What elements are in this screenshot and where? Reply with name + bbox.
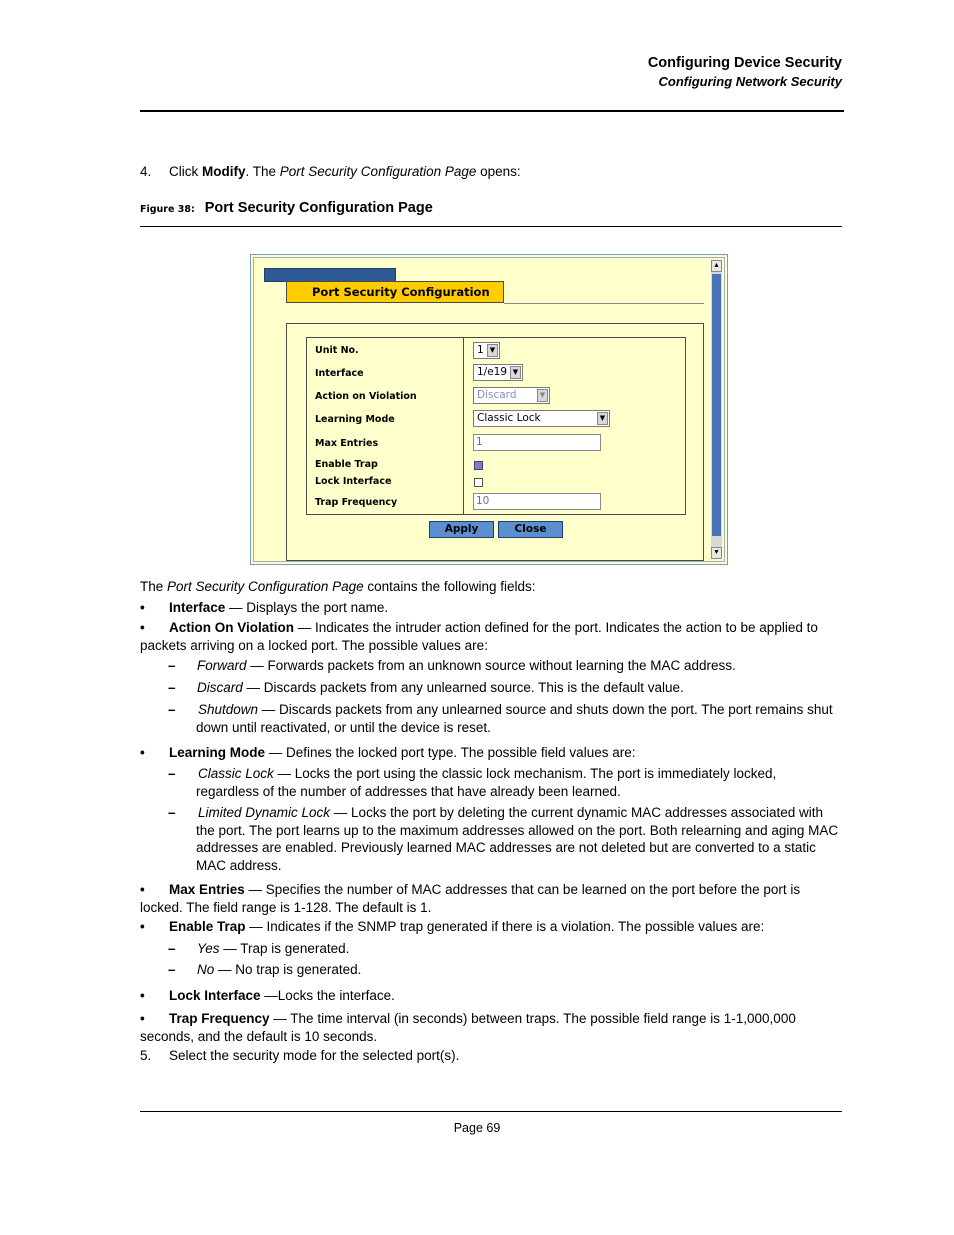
dash-icon: – (168, 766, 176, 781)
value-forward (168, 657, 842, 675)
trap-frequency-label: Trap Frequency (315, 497, 398, 508)
close-button[interactable]: Close (498, 521, 563, 538)
dash-icon: – (168, 962, 176, 977)
value-description: — Locks the port by deleting the current dynamic MAC addresses associated with the port. The port learns up to the maximum addresses allowed on the port. Both relearning and aging MAC addresses are enabled. Previously learned MAC addresses are not deleted but are converted to a static MAC address. (196, 805, 839, 873)
lock-interface-checkbox[interactable] (474, 478, 483, 487)
figure-label: Figure 38: (140, 204, 195, 215)
screenshot-frame (253, 257, 725, 562)
figure-rule (140, 226, 842, 227)
scrollbar-thumb[interactable] (712, 274, 721, 536)
interface-label: Interface (315, 368, 364, 379)
figure-title: Port Security Configuration Page (204, 200, 433, 216)
max-entries-input[interactable]: 1 (473, 434, 601, 451)
dash-icon: – (168, 805, 176, 820)
enable-trap-label: Enable Trap (315, 459, 378, 470)
description: — Defines the locked port type. The possible field values are: (265, 745, 636, 760)
description: — Indicates the intruder action defined for the port. Indicates the action to be applied to packets arriving on a locked port. The possible values are: (140, 620, 818, 653)
figure-caption (140, 200, 433, 216)
value-term: Classic Lock (198, 766, 274, 781)
scroll-up-icon[interactable]: ▲ (711, 260, 722, 272)
value-classic-lock (168, 765, 842, 800)
bullet-icon: • (140, 988, 145, 1003)
value-limited-dynamic-lock (168, 804, 842, 874)
term: Max Entries (169, 882, 245, 897)
apply-button[interactable]: Apply (429, 521, 494, 538)
bullet-action-on-violation (140, 619, 842, 654)
term: Learning Mode (169, 745, 266, 760)
value-shutdown (168, 701, 842, 736)
interface-value: 1/e19 (477, 366, 508, 378)
value-description: — Trap is generated. (219, 941, 350, 956)
chevron-down-icon: ▼ (510, 366, 521, 379)
chevron-down-icon: ▼ (487, 344, 498, 357)
max-entries-label: Max Entries (315, 438, 379, 449)
action-on-violation-value: Discard (477, 389, 517, 401)
action-on-violation-select[interactable] (473, 387, 550, 404)
running-header-title: Configuring Device Security (647, 55, 842, 71)
tab-port-security-configuration[interactable]: Port Security Configuration (286, 281, 504, 303)
value-term: Limited Dynamic Lock (198, 805, 331, 820)
intro-text: The (140, 579, 168, 594)
action-on-violation-label: Action on Violation (315, 391, 417, 402)
step-text: Select the security mode for the selected port(s). (169, 1048, 460, 1063)
scroll-down-icon[interactable]: ▼ (711, 547, 722, 559)
enable-trap-checkbox[interactable] (474, 461, 483, 470)
value-description: — Discards packets from any unlearned source and shuts down the port. The port remains shut down until reactivated, or until the device is reset. (196, 702, 833, 735)
tab-underline (504, 303, 704, 304)
modify-term: Modify (202, 164, 246, 179)
value-term: Forward (197, 658, 247, 673)
unit-no-label: Unit No. (315, 345, 359, 356)
bullet-icon: • (140, 745, 145, 760)
bullet-icon: • (140, 882, 145, 897)
value-term: Shutdown (198, 702, 259, 717)
page-name: Port Security Configuration Page (167, 579, 364, 594)
page-name: Port Security Configuration Page (279, 164, 477, 179)
term: Trap Frequency (169, 1011, 270, 1026)
step-text: . The (245, 164, 280, 179)
dash-icon: – (168, 702, 176, 717)
learning-mode-label: Learning Mode (315, 414, 395, 425)
bullet-max-entries (140, 881, 842, 916)
bullet-lock-interface (140, 987, 842, 1005)
value-description: — Discards packets from any unlearned source. This is the default value. (242, 680, 684, 695)
description: — The time interval (in seconds) between traps. The possible field range is 1-1,000,000 seconds, and the default is 10 seconds. (140, 1011, 796, 1044)
value-term: No (197, 962, 215, 977)
trap-frequency-input[interactable]: 10 (473, 493, 601, 510)
bullet-icon: • (140, 620, 145, 635)
bullet-icon: • (140, 919, 145, 934)
chevron-down-icon: ▼ (597, 412, 608, 425)
bullet-icon: • (140, 1011, 145, 1026)
port-security-screenshot (250, 254, 728, 565)
description: —Locks the interface. (260, 988, 395, 1003)
value-description: — No trap is generated. (214, 962, 362, 977)
term: Enable Trap (169, 919, 246, 934)
header-rule (140, 110, 844, 112)
form-panel (286, 323, 704, 561)
interface-select[interactable] (473, 364, 523, 381)
unit-no-value: 1 (477, 344, 484, 356)
bullet-enable-trap (140, 918, 842, 936)
form-table (306, 337, 686, 515)
value-term: Yes (197, 941, 220, 956)
value-description: — Forwards packets from an unknown source without learning the MAC address. (246, 658, 736, 673)
step-5 (140, 1048, 459, 1063)
intro-paragraph (140, 578, 842, 596)
term: Interface (169, 600, 226, 615)
dash-icon: – (168, 680, 176, 695)
footer-rule (140, 1111, 842, 1112)
unit-no-select[interactable] (473, 342, 500, 359)
description: — Indicates if the SNMP trap generated if there is a violation. The possible values are: (245, 919, 765, 934)
running-header-subtitle: Configuring Network Security (658, 74, 842, 89)
description: — Displays the port name. (225, 600, 389, 615)
bullet-icon: • (140, 600, 145, 615)
lock-interface-label: Lock Interface (315, 476, 392, 487)
dash-icon: – (168, 941, 176, 956)
description: — Specifies the number of MAC addresses that can be learned on the port before the port is locked. The field range is 1-128. The default is 1. (140, 882, 801, 915)
step-number: 5. (140, 1048, 152, 1063)
form-column-divider (463, 338, 464, 514)
learning-mode-select[interactable] (473, 410, 610, 427)
dash-icon: – (168, 658, 176, 673)
bullet-interface (140, 599, 842, 617)
value-description: — Locks the port using the classic lock mechanism. The port is immediately locked, regardless of the number of addresses that have already been learned. (196, 766, 777, 799)
step-number: 4. (140, 164, 152, 179)
page-number: Page 69 (453, 1121, 501, 1135)
value-term: Discard (197, 680, 243, 695)
learning-mode-value: Classic Lock (477, 412, 541, 424)
value-yes (168, 940, 842, 958)
tab-strip (264, 268, 396, 282)
vertical-scrollbar[interactable] (711, 260, 722, 559)
value-no (168, 961, 842, 979)
value-discard (168, 679, 842, 697)
bullet-learning-mode (140, 744, 842, 762)
term: Action On Violation (169, 620, 295, 635)
intro-text: contains the following fields: (363, 579, 536, 594)
step-text: Click (169, 164, 202, 179)
step-4 (140, 164, 521, 179)
term: Lock Interface (169, 988, 261, 1003)
chevron-down-icon: ▼ (537, 389, 548, 402)
step-text: opens: (476, 164, 521, 179)
bullet-trap-frequency (140, 1010, 842, 1045)
